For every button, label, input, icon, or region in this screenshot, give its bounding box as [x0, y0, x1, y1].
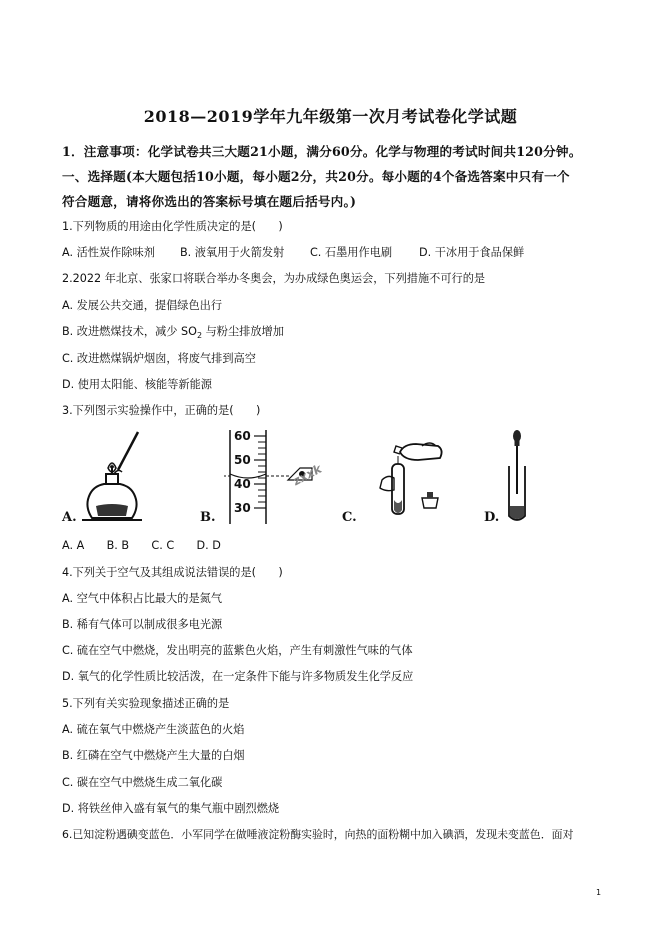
cylinder-tick-40: 40 [234, 477, 251, 491]
page-number: 1 [596, 888, 602, 897]
alcohol-lamp-icon [62, 428, 162, 528]
q4-option-b: B. 稀有气体可以制成很多电光源 [62, 618, 223, 631]
q1-option-b: B. 液氧用于火箭发射 [180, 246, 285, 259]
q4-option-a: A. 空气中体积占比最大的是氮气 [62, 592, 223, 605]
q3-label-c: C. [342, 510, 357, 525]
q3-label-a: A. [62, 510, 77, 525]
q2-option-c: C. 改进燃煤锅炉烟囱，将废气排到高空 [62, 352, 256, 365]
q2-option-a: A. 发展公共交通，提倡绿色出行 [62, 299, 223, 312]
q3-figure-b [200, 428, 330, 528]
q2-option-d: D. 使用太阳能、核能等新能源 [62, 378, 212, 391]
cylinder-tick-30: 30 [234, 501, 251, 515]
q5-option-c: C. 碳在空气中燃烧生成二氧化碳 [62, 776, 223, 789]
q3-figure-c [342, 428, 452, 528]
q5-option-b: B. 红磷在空气中燃烧产生大量的白烟 [62, 749, 245, 762]
q2-option-b [62, 323, 284, 340]
q5-option-d: D. 将铁丝伸入盛有氧气的集气瓶中剧烈燃烧 [62, 802, 280, 815]
q2-stem: 2.2022 年北京、张家口将联合举办冬奥会，为办成绿色奥运会，下列措施不可行的是 [62, 272, 486, 285]
q3-figure-a [62, 428, 162, 528]
q5-option-a: A. 硫在氧气中燃烧产生淡蓝色的火焰 [62, 723, 245, 736]
q6-stem: 6.已知淀粉遇碘变蓝色．小军同学在做唾液淀粉酶实验时，向热的面粉糊中加入碘酒，发现未变蓝色．面对 [62, 828, 574, 841]
watermark: zxxk [290, 461, 324, 489]
q3-label-b: B. [200, 510, 216, 525]
section1-header: 一、选择题(本大题包括10小题，每小题2分，共20分。每小题的4个备选答案中只有一个 [62, 169, 570, 184]
q1-option-a: A. 活性炭作除味剂 [62, 246, 155, 259]
q3-label-d: D. [484, 510, 500, 525]
q1-stem: 1.下列物质的用途由化学性质决定的是( ) [62, 220, 283, 233]
page-title: 2018—2019学年九年级第一次月考试卷化学试题 [143, 107, 518, 126]
q2-option-b-sub: 2 [196, 331, 203, 341]
q3-answer-options: A. A B. B C. C D. D [62, 539, 221, 552]
pouring-reagent-icon [342, 428, 452, 528]
q4-stem: 4.下列关于空气及其组成说法错误的是( ) [62, 566, 283, 579]
section1-header-cont: 符合题意，请将你选出的答案标号填在题后括号内。) [62, 194, 357, 209]
q3-figure-d [484, 428, 564, 528]
q4-option-d: D. 氧气的化学性质比较活泼，在一定条件下能与许多物质发生化学反应 [62, 670, 414, 683]
cylinder-tick-60: 60 [234, 429, 251, 443]
cylinder-tick-50: 50 [234, 453, 251, 467]
q1-option-c: C. 石墨用作电刷 [310, 246, 393, 259]
exam-note: 1．注意事项：化学试卷共三大题21小题，满分60分。化学与物理的考试时间共120分钟。 [62, 144, 582, 159]
q2-option-b-post: 与粉尘排放增加 [202, 325, 284, 338]
q1-option-d: D. 干冰用于食品保鲜 [419, 246, 525, 259]
q5-stem: 5.下列有关实验现象描述正确的是 [62, 697, 230, 710]
q4-option-c: C. 硫在空气中燃烧，发出明亮的蓝紫色火焰，产生有刺激性气味的气体 [62, 644, 413, 657]
q1-options [62, 244, 602, 260]
q3-stem: 3.下列图示实验操作中，正确的是( ) [62, 404, 261, 417]
q2-option-b-pre: B. 改进燃煤技术，减少 SO [62, 325, 197, 338]
